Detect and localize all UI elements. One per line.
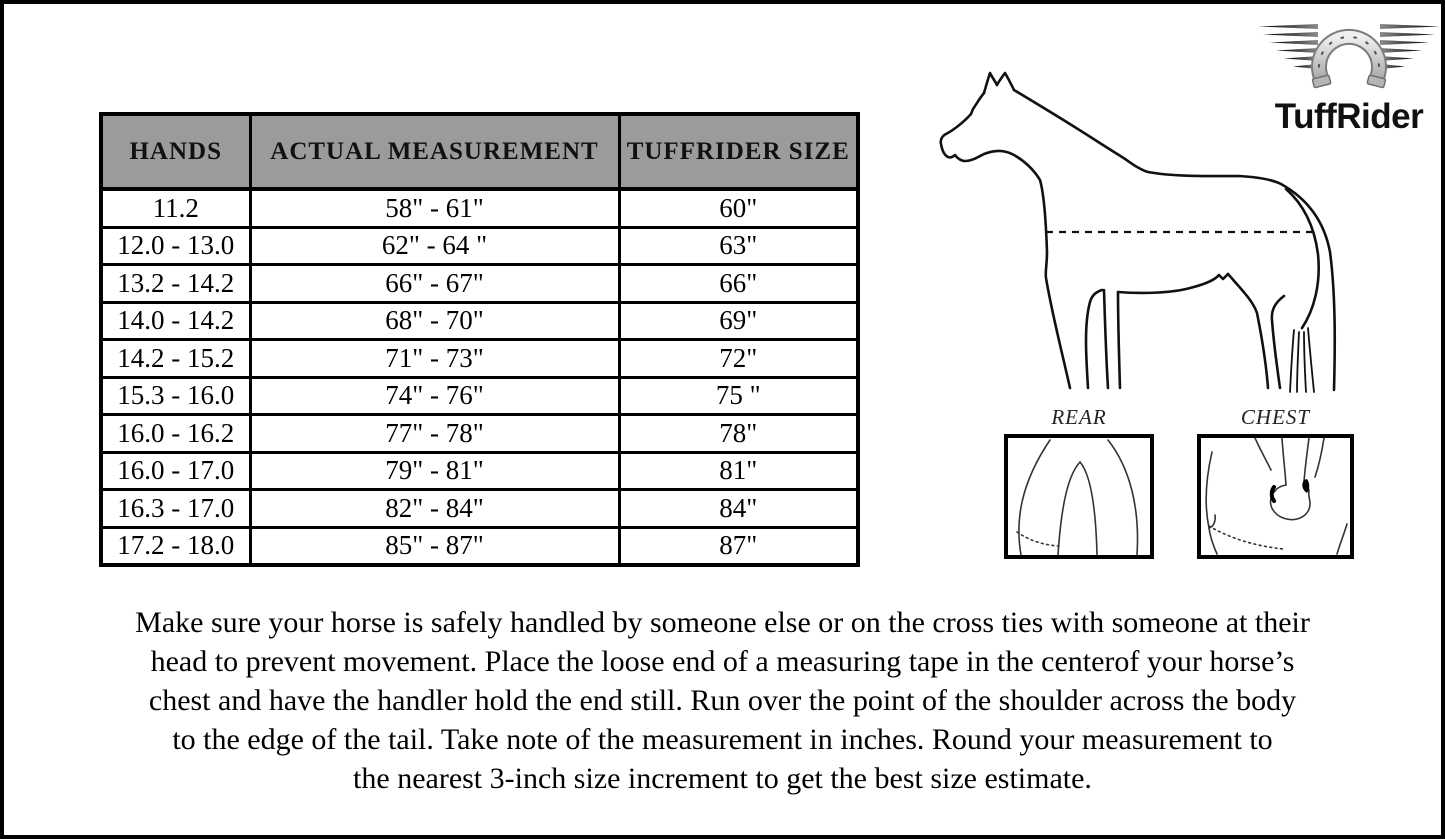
cell-hands: 13.2 - 14.2 bbox=[101, 265, 250, 303]
cell-size: 78" bbox=[619, 415, 858, 453]
winged-horseshoe-icon bbox=[1256, 16, 1442, 94]
brand-logo bbox=[1256, 16, 1442, 135]
rear-view-label: REAR bbox=[1051, 405, 1107, 429]
cell-hands: 11.2 bbox=[101, 189, 250, 227]
cell-measurement: 85" - 87" bbox=[250, 527, 619, 565]
column-header-hands: HANDS bbox=[101, 114, 250, 189]
cell-measurement: 74" - 76" bbox=[250, 377, 619, 415]
cell-hands: 12.0 - 13.0 bbox=[101, 227, 250, 265]
cell-size: 72" bbox=[619, 340, 858, 378]
cell-hands: 14.0 - 14.2 bbox=[101, 302, 250, 340]
cell-measurement: 71" - 73" bbox=[250, 340, 619, 378]
cell-size: 87" bbox=[619, 527, 858, 565]
horse-chest-view-icon bbox=[1201, 438, 1350, 555]
table-row bbox=[101, 527, 858, 565]
cell-hands: 17.2 - 18.0 bbox=[101, 527, 250, 565]
cell-measurement: 79" - 81" bbox=[250, 452, 619, 490]
column-header-size: TUFFRIDER SIZE bbox=[619, 114, 858, 189]
cell-measurement: 68" - 70" bbox=[250, 302, 619, 340]
table-row bbox=[101, 265, 858, 303]
instructions-line-1: Make sure your horse is safely handled by someone else or on the cross ties with someone at their bbox=[135, 606, 1310, 639]
table-row bbox=[101, 377, 858, 415]
cell-measurement: 82" - 84" bbox=[250, 490, 619, 528]
cell-measurement: 62" - 64 " bbox=[250, 227, 619, 265]
cell-size: 81" bbox=[619, 452, 858, 490]
table-row bbox=[101, 452, 858, 490]
cell-hands: 15.3 - 16.0 bbox=[101, 377, 250, 415]
instructions-line-2: head to prevent movement. Place the loose end of a measuring tape in the centerof your horse’s bbox=[150, 645, 1295, 678]
table-row bbox=[101, 189, 858, 227]
cell-hands: 16.0 - 17.0 bbox=[101, 452, 250, 490]
horse-rear-view-icon bbox=[1008, 438, 1150, 555]
cell-measurement: 58" - 61" bbox=[250, 189, 619, 227]
instructions-line-4: to the edge of the tail. Take note of the measurement in inches. Round your measurement to bbox=[172, 723, 1273, 756]
cell-size: 60" bbox=[619, 189, 858, 227]
size-chart-table bbox=[99, 112, 860, 567]
rear-view-box bbox=[1004, 434, 1154, 559]
column-header-measurement: ACTUAL MEASUREMENT bbox=[250, 114, 619, 189]
instructions-line-3: chest and have the handler hold the end still. Run over the point of the shoulder across the body bbox=[148, 684, 1297, 717]
cell-measurement: 77" - 78" bbox=[250, 415, 619, 453]
chest-view-label: CHEST bbox=[1240, 405, 1311, 429]
cell-hands: 16.0 - 16.2 bbox=[101, 415, 250, 453]
table-header-row bbox=[101, 114, 858, 189]
table-row bbox=[101, 415, 858, 453]
chest-view-box bbox=[1197, 434, 1354, 559]
cell-hands: 16.3 - 17.0 bbox=[101, 490, 250, 528]
cell-size: 84" bbox=[619, 490, 858, 528]
brand-name: TuffRider bbox=[1274, 97, 1424, 136]
table-row bbox=[101, 302, 858, 340]
cell-measurement: 66" - 67" bbox=[250, 265, 619, 303]
instructions-line-5: the nearest 3-inch size increment to get the best size estimate. bbox=[353, 762, 1092, 795]
cell-size: 66" bbox=[619, 265, 858, 303]
cell-size: 63" bbox=[619, 227, 858, 265]
table-row bbox=[101, 490, 858, 528]
measuring-instructions bbox=[4, 603, 1441, 798]
table-row bbox=[101, 227, 858, 265]
cell-hands: 14.2 - 15.2 bbox=[101, 340, 250, 378]
cell-size: 75 " bbox=[619, 377, 858, 415]
table-row bbox=[101, 340, 858, 378]
cell-size: 69" bbox=[619, 302, 858, 340]
